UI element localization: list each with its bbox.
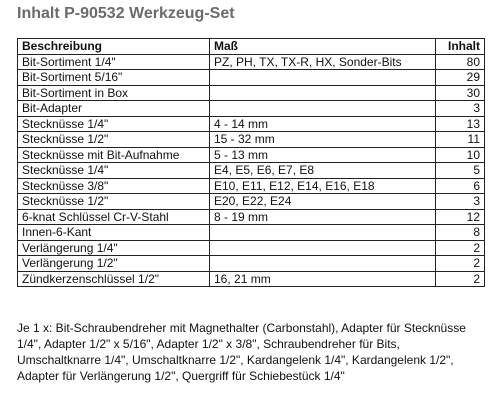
cell-description: Stecknüsse 3/8": [18, 178, 210, 194]
cell-size: E4, E5, E6, E7, E8: [210, 163, 436, 179]
cell-quantity: 29: [436, 70, 485, 86]
table-row: [18, 54, 485, 70]
table-row: [18, 240, 485, 256]
cell-description: Stecknüsse 1/2": [18, 132, 210, 148]
cell-description: Bit-Sortiment 5/16": [18, 70, 210, 86]
cell-size: 16, 21 mm: [210, 271, 436, 287]
cell-description: Bit-Adapter: [18, 101, 210, 117]
cell-description: Verlängerung 1/2": [18, 256, 210, 272]
table-row: [18, 101, 485, 117]
cell-quantity: 30: [436, 85, 485, 101]
cell-description: 6-knat Schlüssel Cr-V-Stahl: [18, 209, 210, 225]
header-size: Maß: [210, 39, 436, 55]
cell-description: Zündkerzenschlüssel 1/2": [18, 271, 210, 287]
cell-size: 4 - 14 mm: [210, 116, 436, 132]
table-row: [18, 225, 485, 241]
table-row: [18, 85, 485, 101]
table-row: [18, 163, 485, 179]
header-description: Beschreibung: [18, 39, 210, 55]
contents-table: [17, 38, 485, 287]
table-row: [18, 132, 485, 148]
cell-description: Stecknüsse 1/4": [18, 116, 210, 132]
table-row: [18, 70, 485, 86]
cell-quantity: 13: [436, 116, 485, 132]
cell-size: [210, 101, 436, 117]
cell-quantity: 80: [436, 54, 485, 70]
cell-size: [210, 70, 436, 86]
cell-quantity: 12: [436, 209, 485, 225]
table-header-row: [18, 39, 485, 55]
cell-quantity: 3: [436, 101, 485, 117]
cell-description: Stecknüsse 1/4": [18, 163, 210, 179]
cell-size: [210, 240, 436, 256]
table-row: [18, 271, 485, 287]
table-row: [18, 178, 485, 194]
additional-contents-note: Je 1 x: Bit-Schraubendreher mit Magnethalter (Carbonstahl), Adapter für Stecknüsse 1/4", Adapter 1/2" x 5/16", Adapter 1/2" x 3/8", Schraubendreher für Bits, Umschaltknarre 1/4", Umschaltknarre 1/2", Kardangelenk 1/4", Kardangelenk 1/2", Adapter für Verlängerung 1/2", Quergriff für Schiebestück 1/4": [17, 321, 466, 383]
cell-quantity: 2: [436, 240, 485, 256]
table-row: [18, 209, 485, 225]
cell-size: E20, E22, E24: [210, 194, 436, 210]
cell-size: [210, 85, 436, 101]
cell-size: PZ, PH, TX, TX-R, HX, Sonder-Bits: [210, 54, 436, 70]
table-row: [18, 116, 485, 132]
cell-size: 5 - 13 mm: [210, 147, 436, 163]
cell-description: Bit-Sortiment 1/4": [18, 54, 210, 70]
cell-quantity: 5: [436, 163, 485, 179]
cell-quantity: 8: [436, 225, 485, 241]
table-row: [18, 147, 485, 163]
cell-description: Bit-Sortiment in Box: [18, 85, 210, 101]
table-row: [18, 194, 485, 210]
cell-size: E10, E11, E12, E14, E16, E18: [210, 178, 436, 194]
cell-description: Verlängerung 1/4": [18, 240, 210, 256]
cell-size: 15 - 32 mm: [210, 132, 436, 148]
cell-quantity: 6: [436, 178, 485, 194]
cell-quantity: 11: [436, 132, 485, 148]
cell-quantity: 3: [436, 194, 485, 210]
cell-quantity: 2: [436, 256, 485, 272]
header-quantity: Inhalt: [436, 39, 485, 55]
cell-description: Stecknüsse 1/2": [18, 194, 210, 210]
page-title: Inhalt P-90532 Werkzeug-Set: [17, 5, 235, 22]
cell-quantity: 10: [436, 147, 485, 163]
cell-size: [210, 256, 436, 272]
cell-size: 8 - 19 mm: [210, 209, 436, 225]
cell-description: Innen-6-Kant: [18, 225, 210, 241]
cell-description: Stecknüsse mit Bit-Aufnahme: [18, 147, 210, 163]
table-row: [18, 256, 485, 272]
cell-size: [210, 225, 436, 241]
cell-quantity: 2: [436, 271, 485, 287]
